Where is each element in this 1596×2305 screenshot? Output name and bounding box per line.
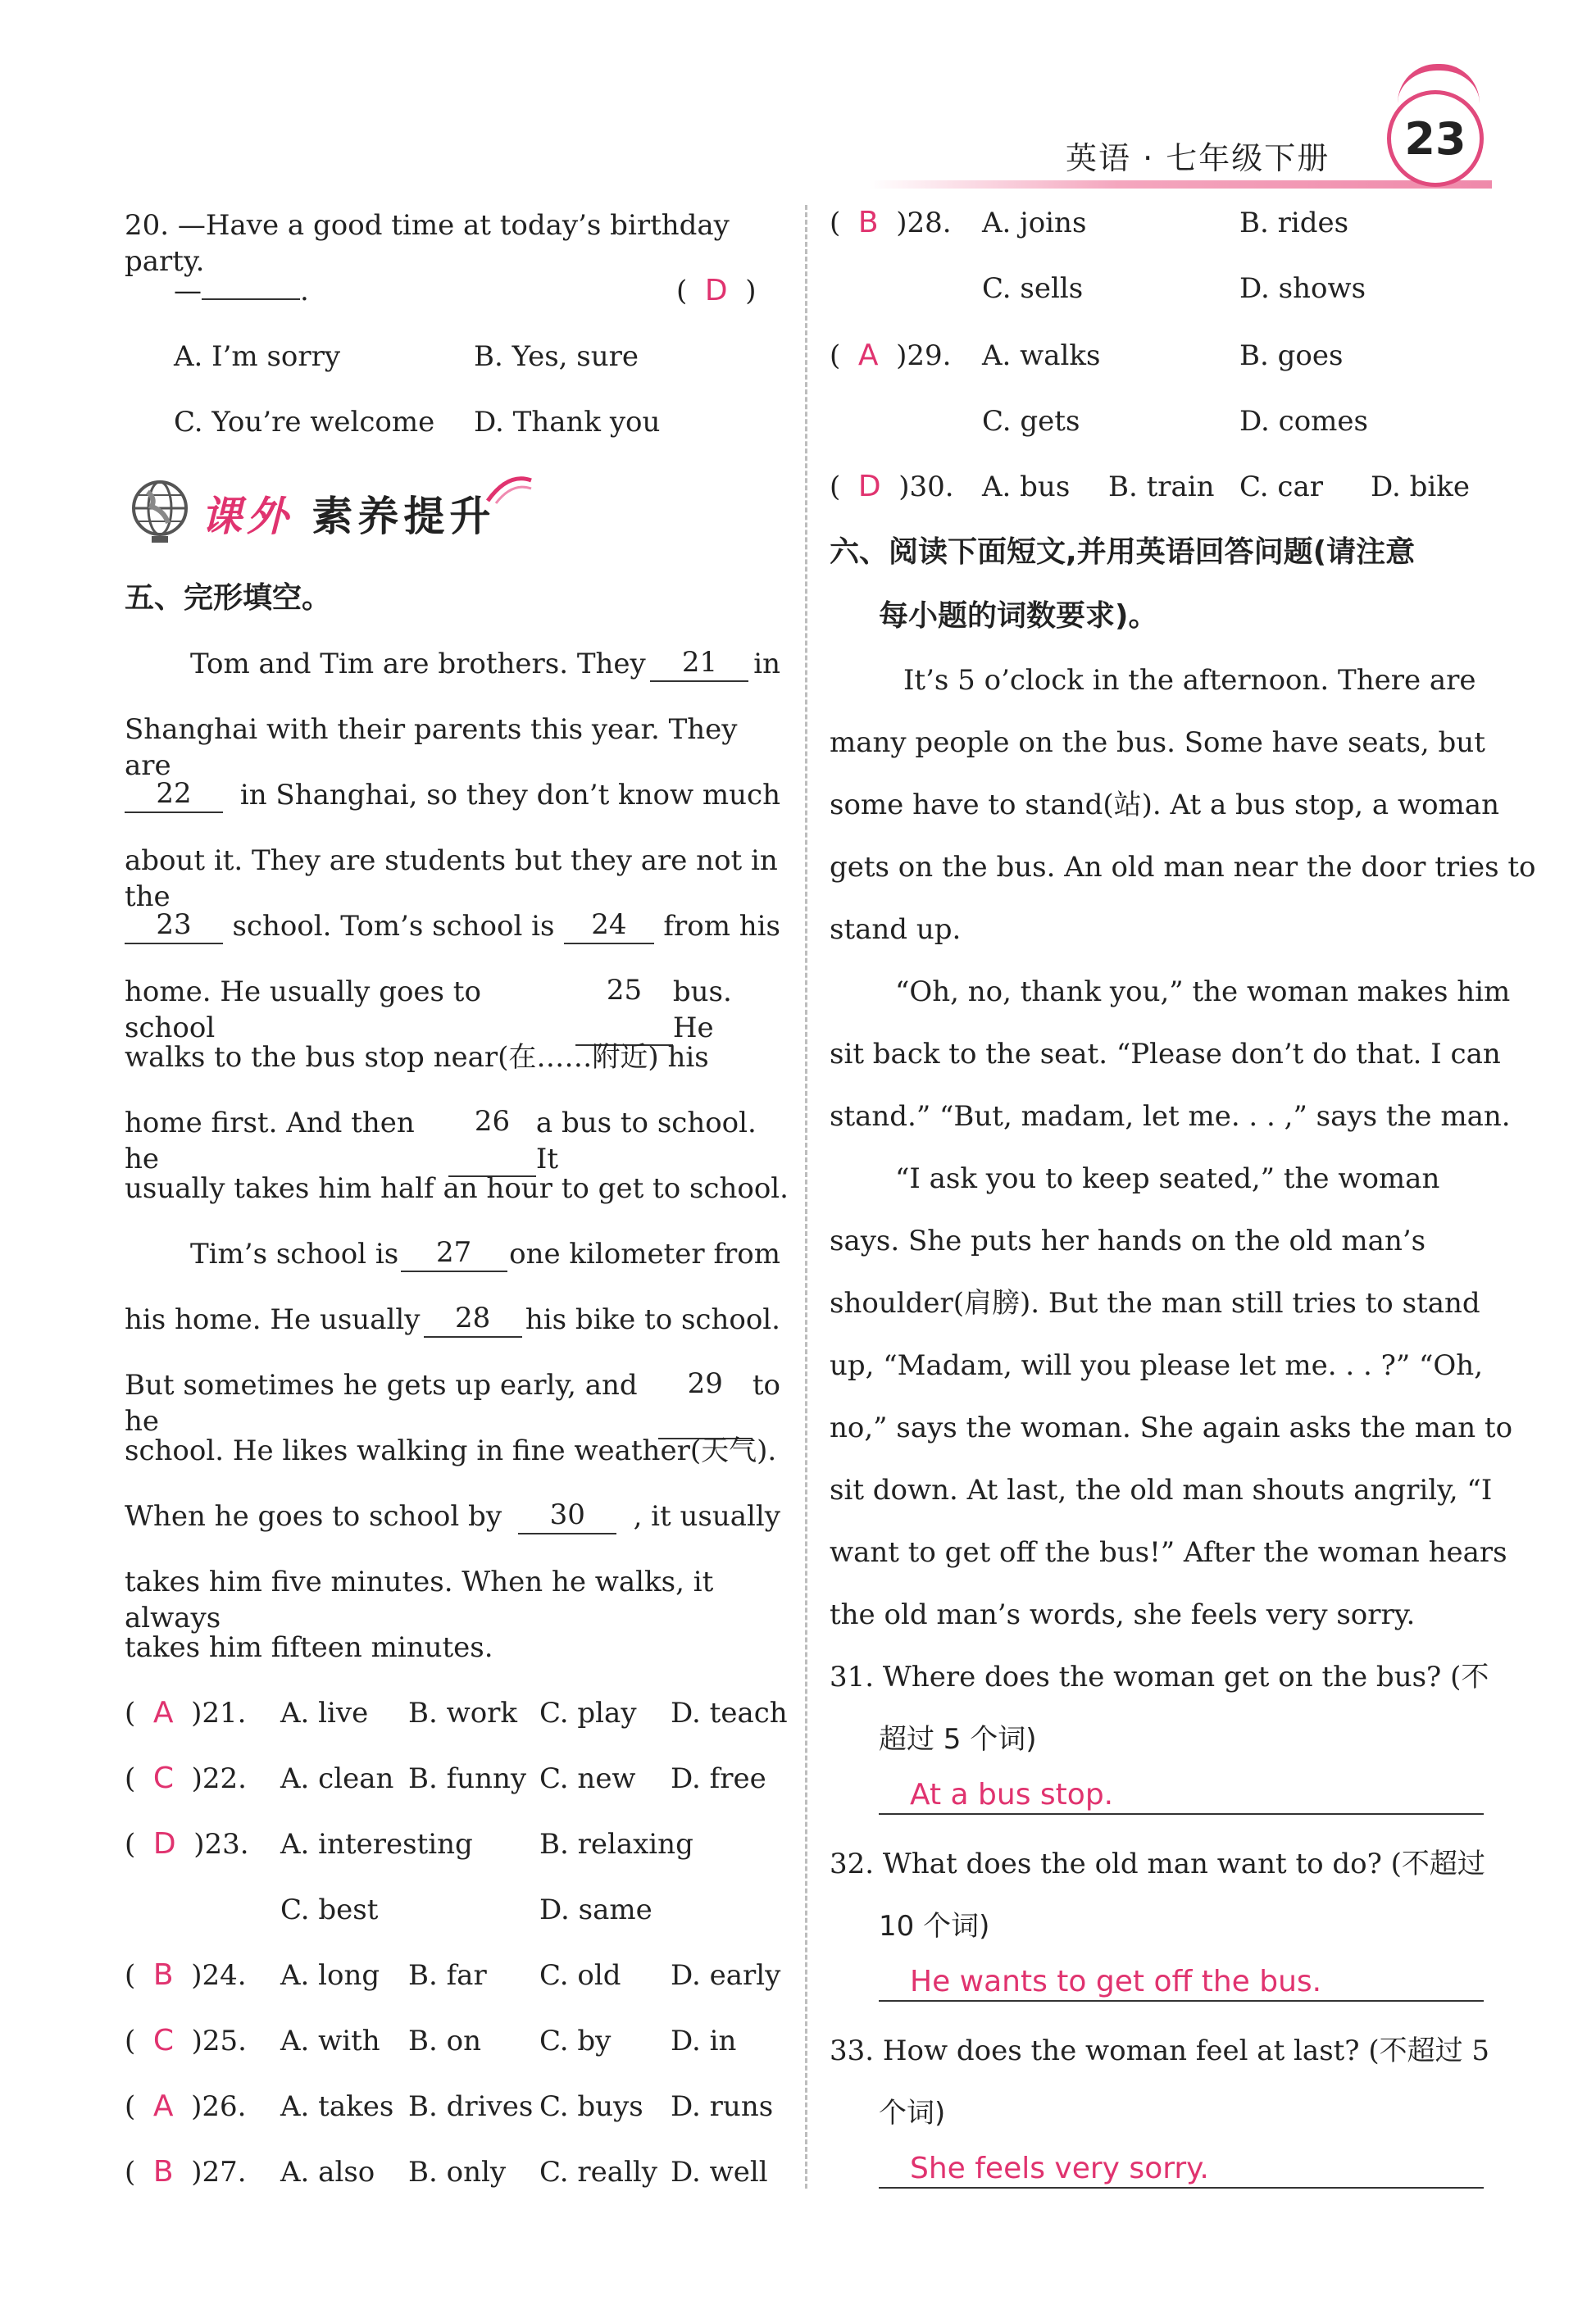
item-24-bracket: ( B )24. bbox=[125, 1958, 247, 1992]
q31-answer-field[interactable] bbox=[879, 1777, 1484, 1815]
blank-23[interactable]: 23 bbox=[125, 908, 223, 944]
q33-line2: 个词) bbox=[879, 2097, 946, 2130]
item-23-option-a: A. interesting bbox=[280, 1828, 473, 1861]
q31-answer: At a bus stop. bbox=[910, 1778, 1114, 1812]
item-27-option-d: D. well bbox=[671, 2156, 768, 2189]
banner-swoosh-icon bbox=[484, 472, 533, 505]
q33-answer-field[interactable] bbox=[879, 2151, 1484, 2189]
q32-answer-field[interactable] bbox=[879, 1964, 1484, 2002]
banner-title: 课外 素养提升 bbox=[201, 493, 496, 540]
item-29-option-d: D. comes bbox=[1239, 405, 1368, 438]
blank-29[interactable]: 29 bbox=[658, 1367, 753, 1439]
item-26-option-a: A. takes bbox=[280, 2090, 394, 2123]
passage-line-16: the old man’s words, she feels very sorry. bbox=[830, 1598, 1416, 1631]
blank-27[interactable]: 27 bbox=[401, 1236, 507, 1272]
p2-line2: his home. He usually 28 his bike to school. bbox=[125, 1302, 780, 1336]
blank-26[interactable]: 26 bbox=[448, 1105, 536, 1177]
item-25-option-b: B. on bbox=[408, 2025, 481, 2057]
blank-22[interactable]: 22 bbox=[125, 777, 223, 813]
item-29-answer: A bbox=[857, 339, 879, 372]
item-27-answer: B bbox=[152, 2155, 174, 2189]
q33-line1: 33. How does the woman feel at last? (不超过 5 bbox=[830, 2034, 1490, 2067]
item-23-bracket: ( D )23. bbox=[125, 1827, 249, 1861]
p2-line5: When he goes to school by 30 , it usually bbox=[125, 1498, 780, 1533]
item-27-bracket: ( B )27. bbox=[125, 2155, 247, 2189]
passage-line-9: “I ask you to keep seated,” the woman bbox=[895, 1162, 1440, 1195]
q31-line2: 超过 5 个词) bbox=[879, 1723, 1037, 1756]
item-28-option-a: A. joins bbox=[982, 207, 1087, 239]
item-24-option-b: B. far bbox=[408, 1959, 487, 1992]
item-22-option-d: D. free bbox=[671, 1762, 766, 1795]
p2-line6: takes him five minutes. When he walks, it always bbox=[125, 1566, 714, 1634]
q20-option-c: C. You’re welcome bbox=[174, 406, 435, 439]
p1-line5: 23 school. Tom’s school is 24 from his bbox=[125, 908, 780, 944]
item-27-option-c: C. really bbox=[539, 2156, 658, 2189]
p1-line3: 22 in Shanghai, so they don’t know much bbox=[125, 777, 780, 813]
item-26-option-d: D. runs bbox=[671, 2090, 774, 2123]
column-divider bbox=[805, 205, 807, 2189]
blank-30[interactable]: 30 bbox=[518, 1498, 616, 1534]
item-23-option-d: D. same bbox=[539, 1894, 652, 1926]
item-24-option-a: A. long bbox=[280, 1959, 380, 1992]
item-30-option-c: C. car bbox=[1239, 471, 1323, 503]
item-25-bracket: ( C )25. bbox=[125, 2024, 247, 2057]
section6-title-line1: 六、阅读下面短文,并用英语回答问题(请注意 bbox=[830, 535, 1416, 569]
item-27-option-a: A. also bbox=[280, 2156, 375, 2189]
passage-line-15: want to get off the bus!” After the woman hears bbox=[830, 1536, 1507, 1569]
passage-line-7: sit back to the seat. “Please don’t do that. I can bbox=[830, 1038, 1501, 1071]
item-30-option-a: A. bus bbox=[982, 471, 1071, 503]
q31-line1: 31. Where does the woman get on the bus? (不 bbox=[830, 1661, 1489, 1694]
p2-line4: school. He likes walking in fine weather(天气). bbox=[125, 1434, 777, 1467]
passage-line-4: gets on the bus. An old man near the door tries to bbox=[830, 851, 1536, 884]
item-23-option-b: B. relaxing bbox=[539, 1828, 693, 1861]
item-29-option-a: A. walks bbox=[982, 339, 1101, 372]
item-25-option-a: A. with bbox=[280, 2025, 380, 2057]
passage-line-5: stand up. bbox=[830, 913, 962, 946]
item-25-option-d: D. in bbox=[671, 2025, 737, 2057]
item-22-answer: C bbox=[152, 1762, 175, 1795]
section5-title: 五、完形填空。 bbox=[125, 581, 332, 615]
item-25-answer: C bbox=[152, 2024, 175, 2057]
q20-response: — . bbox=[174, 275, 309, 307]
item-26-option-b: B. drives bbox=[408, 2090, 534, 2123]
header-title: 英语 · 七年级下册 bbox=[1066, 140, 1330, 176]
item-22-option-a: A. clean bbox=[280, 1762, 394, 1795]
q20-option-d: D. Thank you bbox=[474, 406, 661, 439]
p2-line3: But sometimes he gets up early, and he 29 to bbox=[125, 1367, 780, 1438]
blank-21[interactable]: 21 bbox=[650, 646, 748, 682]
page-number: 23 bbox=[1387, 90, 1484, 187]
p1-line1: Tom and Tim are brothers. They 21 in bbox=[190, 646, 780, 680]
item-22-bracket: ( C )22. bbox=[125, 1762, 247, 1795]
item-21-option-c: C. play bbox=[539, 1697, 637, 1730]
p1-line9: usually takes him half an hour to get to school. bbox=[125, 1172, 789, 1205]
item-24-answer: B bbox=[152, 1958, 174, 1992]
item-21-option-d: D. teach bbox=[671, 1697, 788, 1730]
q20-answer: D bbox=[704, 274, 728, 307]
p1-line7: walks to the bus stop near(在……附近) his bbox=[125, 1041, 709, 1074]
item-21-option-a: A. live bbox=[280, 1697, 369, 1730]
section-banner bbox=[123, 474, 533, 548]
passage-line-10: says. She puts her hands on the old man’s bbox=[830, 1225, 1426, 1257]
p2-line7: takes him fifteen minutes. bbox=[125, 1631, 493, 1664]
item-21-option-b: B. work bbox=[408, 1697, 518, 1730]
item-26-answer: A bbox=[152, 2089, 174, 2123]
passage-line-1: It’s 5 o’clock in the afternoon. There are bbox=[903, 664, 1476, 697]
blank-25[interactable]: 25 bbox=[575, 974, 673, 1046]
q33-answer: She feels very sorry. bbox=[910, 2152, 1209, 2185]
q32-line1: 32. What does the old man want to do? (不超过 bbox=[830, 1848, 1485, 1880]
item-26-bracket: ( A )26. bbox=[125, 2089, 247, 2123]
header-band bbox=[869, 180, 1492, 189]
item-28-option-d: D. shows bbox=[1239, 272, 1366, 305]
item-30-bracket: ( D )30. bbox=[830, 470, 954, 503]
item-24-option-d: D. early bbox=[671, 1959, 781, 1992]
item-22-option-c: C. new bbox=[539, 1762, 636, 1795]
item-21-answer: A bbox=[152, 1696, 174, 1730]
p1-line4: about it. They are students but they are not in the bbox=[125, 844, 778, 913]
item-23-option-c: C. best bbox=[280, 1894, 379, 1926]
item-23-answer: D bbox=[152, 1827, 176, 1861]
passage-line-11: shoulder(肩膀). But the man still tries to stand bbox=[830, 1287, 1480, 1320]
item-26-option-c: C. buys bbox=[539, 2090, 643, 2123]
item-28-answer: B bbox=[857, 206, 879, 239]
q20-option-b: B. Yes, sure bbox=[474, 340, 639, 373]
p1-line6: home. He usually goes to school 25 bus. He bbox=[125, 974, 732, 1044]
passage-line-13: no,” says the woman. She again asks the man to bbox=[830, 1412, 1513, 1444]
passage-line-6: “Oh, no, thank you,” the woman makes him bbox=[895, 975, 1511, 1008]
q20-blank[interactable] bbox=[202, 298, 300, 300]
item-29-bracket: ( A )29. bbox=[830, 339, 952, 372]
p1-line8: home first. And then he 26 a bus to school. It bbox=[125, 1105, 757, 1175]
passage-line-2: many people on the bus. Some have seats, but bbox=[830, 726, 1485, 759]
q20-answer-bracket: ( D ) bbox=[676, 274, 757, 307]
passage-line-14: sit down. At last, the old man shouts angrily, “I bbox=[830, 1474, 1493, 1507]
item-28-option-c: C. sells bbox=[982, 272, 1084, 305]
item-21-bracket: ( A )21. bbox=[125, 1696, 247, 1730]
item-28-bracket: ( B )28. bbox=[830, 206, 952, 239]
q20-option-a: A. I’m sorry bbox=[174, 340, 341, 373]
item-30-option-b: B. train bbox=[1108, 471, 1215, 503]
item-27-option-b: B. only bbox=[408, 2156, 507, 2189]
item-30-option-d: D. bike bbox=[1371, 471, 1471, 503]
q20-stem: 20. —Have a good time at today’s birthday party. bbox=[125, 209, 730, 278]
item-30-answer: D bbox=[857, 470, 881, 503]
globe-icon bbox=[123, 474, 197, 548]
item-28-option-b: B. rides bbox=[1239, 207, 1349, 239]
item-25-option-c: C. by bbox=[539, 2025, 612, 2057]
item-24-option-c: C. old bbox=[539, 1959, 621, 1992]
p2-line1: Tim’s school is 27 one kilometer from bbox=[190, 1236, 780, 1271]
blank-28[interactable]: 28 bbox=[424, 1302, 522, 1338]
q32-answer: He wants to get off the bus. bbox=[910, 1965, 1322, 1998]
passage-line-8: stand.” “But, madam, let me. . . ,” says the man. bbox=[830, 1100, 1511, 1133]
passage-line-12: up, “Madam, will you please let me. . . ?” “Oh, bbox=[830, 1349, 1484, 1382]
p1-line2: Shanghai with their parents this year. They are bbox=[125, 713, 738, 782]
section6-title-line2: 每小题的词数要求)。 bbox=[879, 599, 1158, 633]
q32-line2: 10 个词) bbox=[879, 1910, 990, 1943]
passage-line-3: some have to stand(站). At a bus stop, a woman bbox=[830, 789, 1499, 821]
item-29-option-c: C. gets bbox=[982, 405, 1080, 438]
item-29-option-b: B. goes bbox=[1239, 339, 1344, 372]
item-22-option-b: B. funny bbox=[408, 1762, 527, 1795]
blank-24[interactable]: 24 bbox=[564, 908, 654, 944]
